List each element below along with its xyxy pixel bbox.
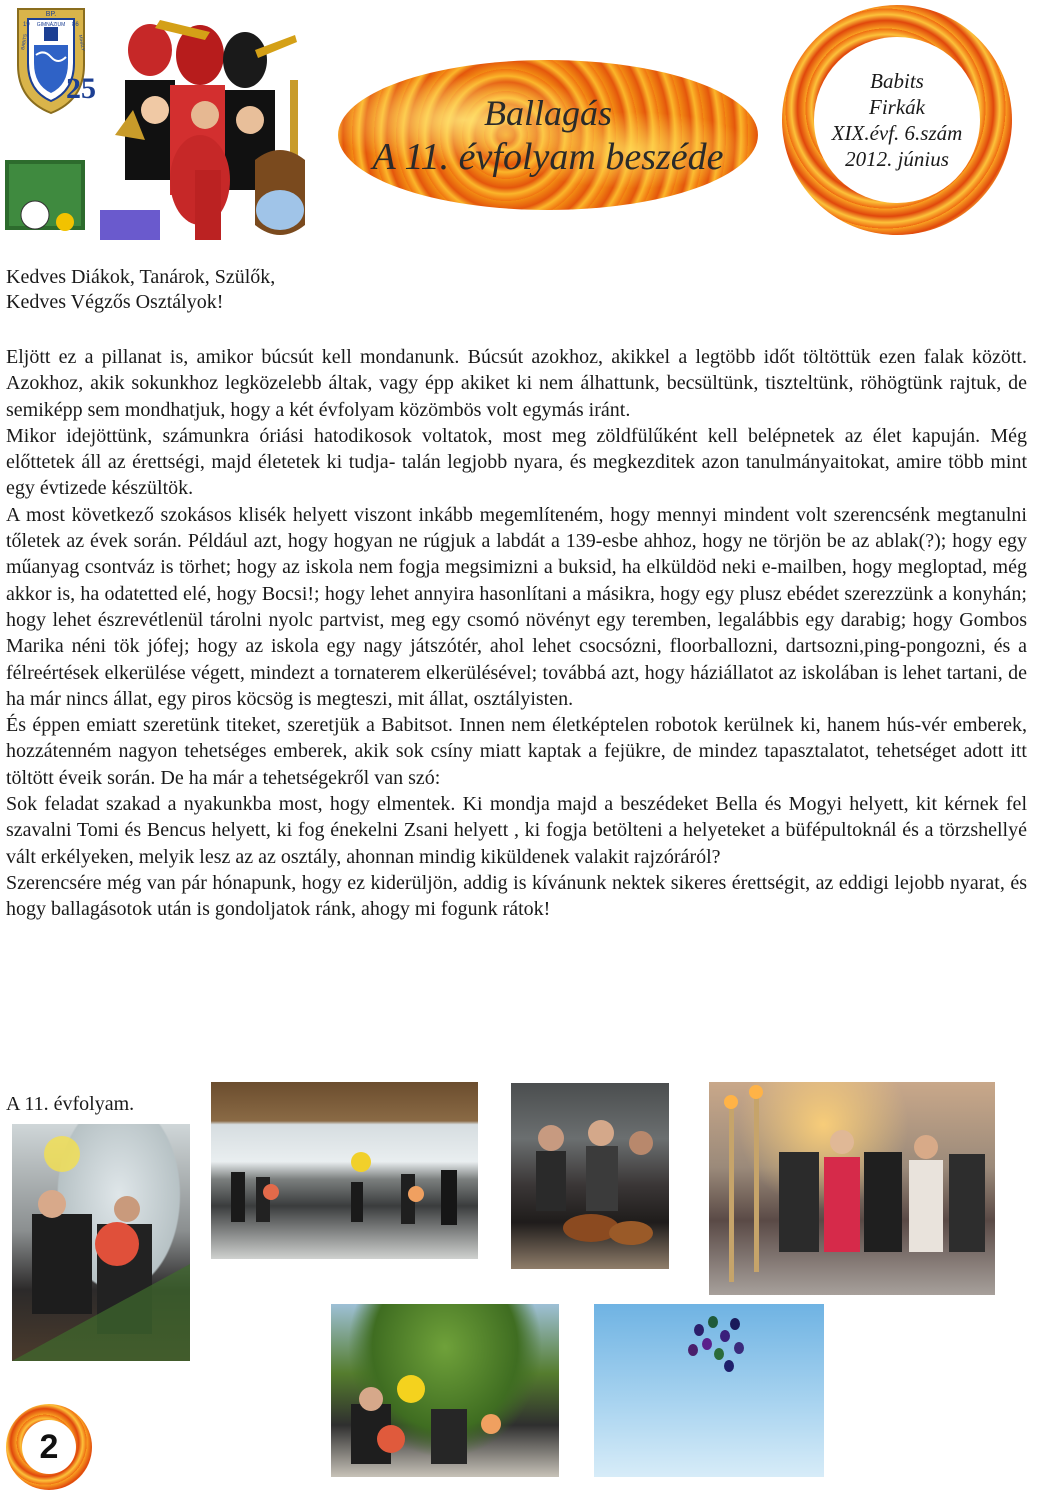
photo-garden-celebration [331, 1304, 559, 1477]
photo-4-image [709, 1082, 995, 1295]
publication-info [814, 37, 980, 203]
publication-volume: XIX.évf. 6.szám [831, 121, 963, 145]
photo-torch-ceremony [709, 1082, 995, 1295]
article-paragraph: Sok feladat szakad a nyakunkba most, hogy elmentek. Ki mondja majd a beszédeket Bella és Mogyi helyett, kit kérnek fel szavalni Tomi és Bencus helyett, ki fog énekelni Zsani helyett , ki fogja betölteni a helyeteket a büfépultoknál és a törzshellyé vált erkélyeken, melyik lesz az az osztály, ahonnan mindig kiküldenek valakit rajzóráról? [6, 793, 1027, 868]
page-number: 2 [39, 1427, 59, 1466]
crest-year-right: 86 [72, 22, 79, 28]
crest-side-left: BABITS [20, 33, 28, 51]
balloon-icon [694, 1324, 704, 1336]
balloon-icon [730, 1318, 740, 1330]
article-body [6, 344, 1027, 923]
issue-number: 25 [66, 72, 96, 105]
article-paragraph: Mikor idejöttünk, számunkra óriási hatodikosok voltatok, most meg zöldfülűként kell belépnetek az élet kapuján. Még előttetek áll az érettségi, majd életetek ki tudja- talán legjobb nyara, és megkezditek azon tanulmányaitokat, amire több mint egy évtizede készültök. [6, 424, 1027, 500]
photo-hallway-procession [211, 1082, 478, 1259]
photo-3-image [511, 1083, 669, 1269]
balloon-icon [702, 1338, 712, 1350]
crest-top-text: BP. [45, 11, 57, 18]
greeting-line-2: Kedves Végzős Osztályok! [6, 291, 224, 313]
greeting [6, 265, 1056, 315]
article-paragraph: És éppen emiatt szeretünk titeket, szeretjük a Babitsot. Innen nem életképtelen robotok kerülnek ki, hanem hús-vér emberek, hozzátenném nagyon tehetséges emberek, akik sok csíny miatt kaptak a fejükre, de mindez tapasztalatot, tehetséget adott itt töltött éveik során. De ha már a tehetségekről van szó: [6, 714, 1027, 789]
photo-5-image [331, 1304, 559, 1477]
balloon-icon [734, 1342, 744, 1354]
article-signature: A 11. évfolyam. [6, 1093, 135, 1115]
crest-ring-text: GIMNÁZIUM [36, 22, 66, 28]
crest-side-right: MIHÁLY [78, 34, 86, 52]
balloon-icon [708, 1316, 718, 1328]
title-line-2: A 11. évfolyam beszéde [372, 136, 724, 178]
publication-date: 2012. június [845, 147, 949, 171]
title-line-1: Ballagás [483, 93, 612, 133]
page-number-badge [6, 1404, 92, 1490]
crest-year-left: 19 [23, 22, 30, 28]
photo-balloons-sky [594, 1304, 824, 1477]
photo-1-image [12, 1124, 190, 1361]
greeting-line-1: Kedves Diákok, Tanárok, Szülők, [6, 266, 276, 288]
article-paragraph: Eljött ez a pillanat is, amikor búcsút kell mondanunk. Búcsút azokhoz, akikkel a legtöbb időt töltöttük ezen falak között. Azokhoz, akik sokunkhoz legközelebb áltak, vagy épp akiket ki nem álhattunk, becsültünk, tiszteltünk, röhögtünk rajtuk, de semiképp sem mondhatjuk, hogy a két évfolyam közömbös volt egymás iránt. [6, 346, 1027, 421]
article-paragraph: Szerencsére még van pár hónapunk, hogy ez kiderüljön, addig is kívánunk nektek sikeres érettségit, az eddigi lejobb nyarat, és hogy ballagásotok után is gondoljatok ránk, ahogy mi fogunk rátok! [6, 871, 1027, 921]
publication-name-1: Babits [870, 69, 924, 93]
title-oval [338, 60, 758, 210]
balloon-icon [724, 1360, 734, 1372]
article-paragraph: A most következő szokásos klisék helyett viszont inkább megemlíteném, hogy mennyi mindent volt szerencsénk megtanulni tőletek az évek során. Például azt, hogy hogyan ne rúgjuk a labdát a 139-esbe ahhoz, hogy ne törjön be az ablak(?); hogy egy műanyag csontváz is törhet; hogy az iskola nem fogja megsimizni a buksid, ha elküldöd neki e-mailben, hogy megloptad, még akkor is, ha odatetted elé, hogy Bocsi!; hogy lehet annyira hasonlítani a másikra, hogy egy plusz ebédet szerezzünk a konyhán; hogy lehet észrevétlenül tárolni nyolc partvist, meg egy csomó növényt egy teremben, legalábbis egy darabig; hogy Gombos Marika néni tök jófej; hogy az iskola egy nagy játszótér, ahol lehet csocsózni, floorballozni, dartsozni,ping-pongozni, és a félreértések elkerülése végett, mindezt a tornaterem elkerülésével; továbbá azt, hogy háziállatot az iskolában is lehet tartani, de ha már nincs állat, egy piros köcsög is megteszi, mit állat, osztályisten. [6, 503, 1027, 710]
photo-students-guitars [511, 1083, 669, 1269]
photo-staircase-ceremony [12, 1124, 190, 1361]
balloon-icon [714, 1348, 724, 1360]
balloon-icon [720, 1330, 730, 1342]
publication-name-2: Firkák [869, 95, 925, 119]
photo-2-image [211, 1082, 478, 1259]
balloon-icon [688, 1344, 698, 1356]
page-number-inner [22, 1420, 76, 1474]
